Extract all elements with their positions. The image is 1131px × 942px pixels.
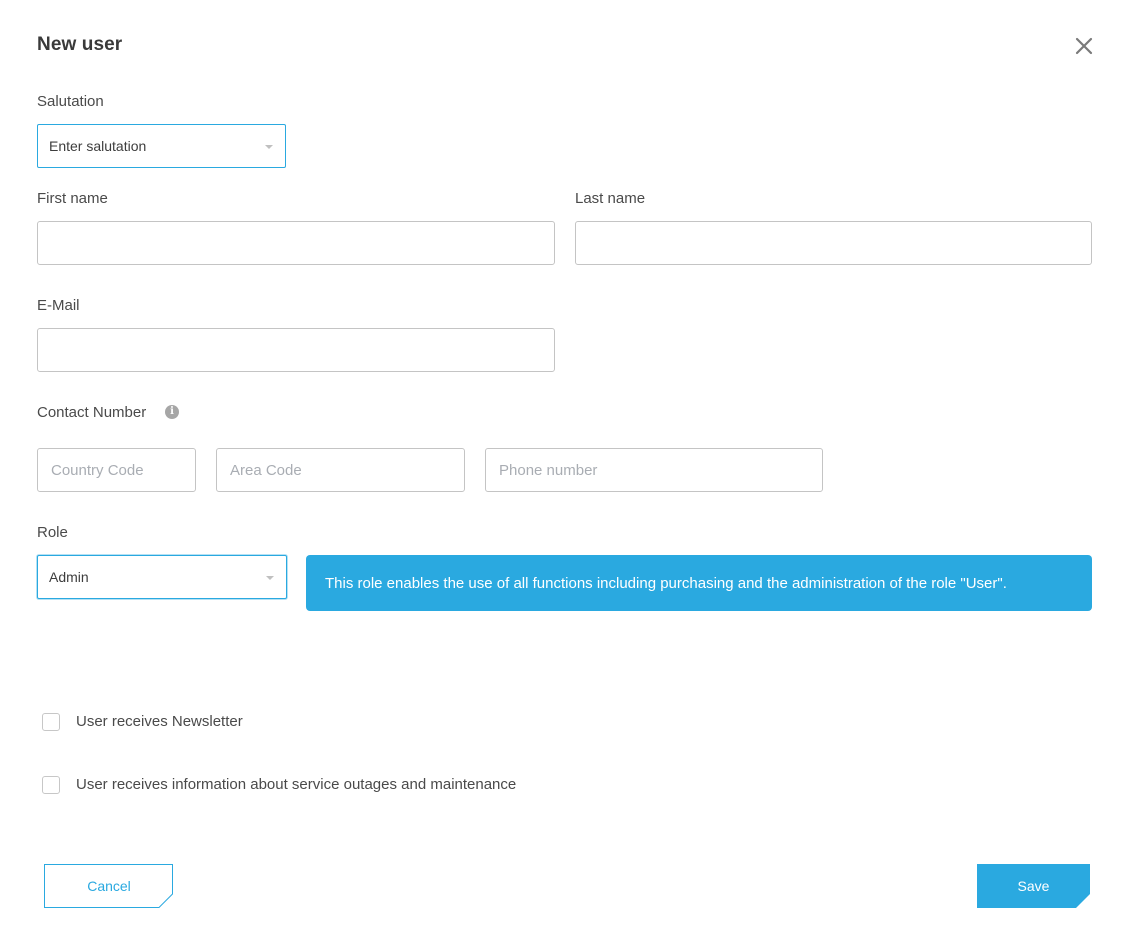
email-field-wrapper xyxy=(37,328,555,372)
first-name-label: First name xyxy=(37,190,108,207)
role-select[interactable] xyxy=(37,555,287,599)
phone-number-input[interactable] xyxy=(486,449,822,491)
country-code-input[interactable] xyxy=(38,449,195,491)
newsletter-checkbox-label: User receives Newsletter xyxy=(76,713,243,730)
save-button[interactable] xyxy=(977,864,1090,908)
contact-number-label: Contact Number xyxy=(37,404,147,421)
salutation-select[interactable] xyxy=(37,124,286,168)
close-icon xyxy=(1072,34,1096,58)
role-label: Role xyxy=(37,524,68,541)
last-name-input[interactable] xyxy=(576,222,1091,264)
area-code-field-wrapper xyxy=(216,448,465,492)
role-select-value: Admin xyxy=(49,569,89,585)
info-icon[interactable]: i xyxy=(165,405,179,419)
close-button[interactable] xyxy=(1072,34,1096,58)
email-label: E-Mail xyxy=(37,297,80,314)
chevron-down-icon xyxy=(266,576,274,580)
first-name-input[interactable] xyxy=(38,222,554,264)
cancel-button[interactable] xyxy=(44,864,174,908)
phone-number-field-wrapper xyxy=(485,448,823,492)
cancel-button-label: Cancel xyxy=(87,878,131,894)
dialog-title: New user xyxy=(37,34,123,55)
email-input[interactable] xyxy=(38,329,554,371)
salutation-select-value: Enter salutation xyxy=(49,138,147,154)
last-name-label: Last name xyxy=(575,190,646,207)
service-info-checkbox[interactable] xyxy=(42,776,60,794)
area-code-input[interactable] xyxy=(217,449,464,491)
service-info-checkbox-label: User receives information about service outages and maintenance xyxy=(76,776,517,793)
last-name-field-wrapper xyxy=(575,221,1092,265)
salutation-label: Salutation xyxy=(37,93,104,110)
save-button-label: Save xyxy=(1017,878,1050,894)
role-description-banner: This role enables the use of all functions including purchasing and the administration of the role "User". xyxy=(306,555,1092,611)
newsletter-checkbox[interactable] xyxy=(42,713,60,731)
chevron-down-icon xyxy=(265,145,273,149)
first-name-field-wrapper xyxy=(37,221,555,265)
country-code-field-wrapper xyxy=(37,448,196,492)
